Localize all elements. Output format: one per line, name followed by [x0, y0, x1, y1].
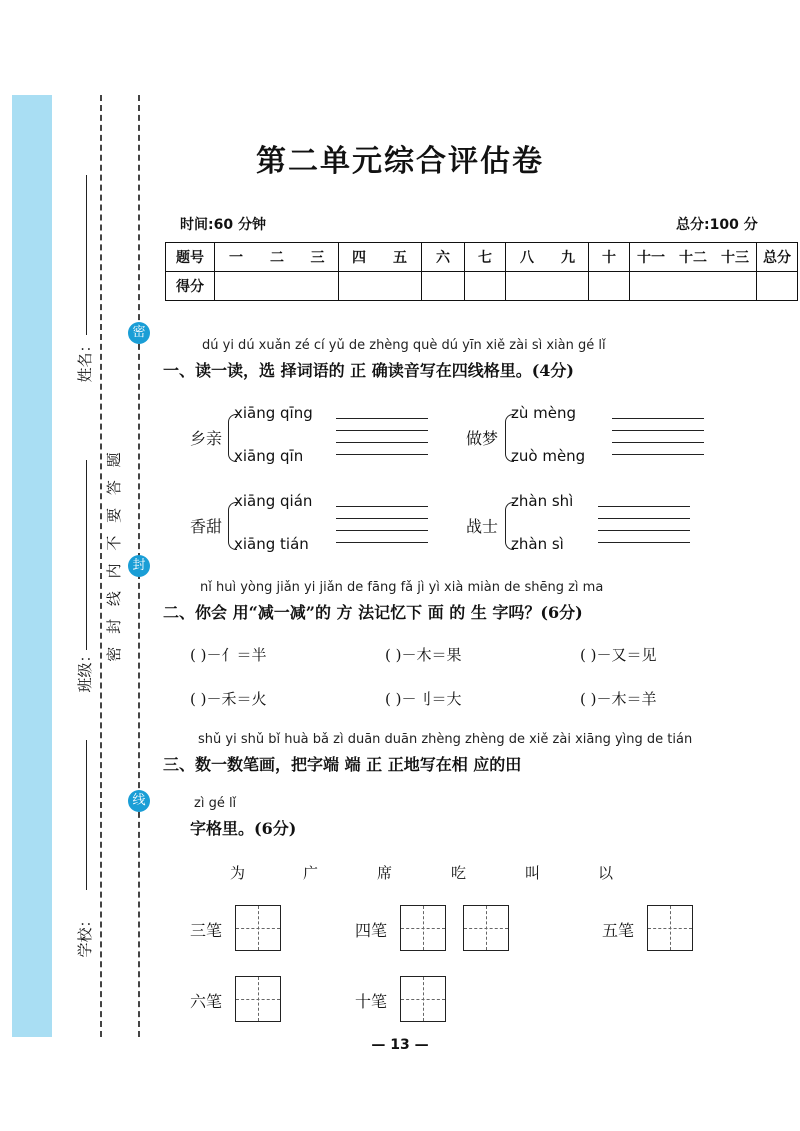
- tian-grid-box[interactable]: [235, 976, 281, 1022]
- table-col: 三: [297, 243, 339, 272]
- class-underline: [86, 460, 87, 650]
- stroke-count-label: 十笔: [355, 992, 388, 1011]
- seal-warning-text: 密 封 线 内 不 要 答 题: [105, 448, 123, 662]
- four-line-grid[interactable]: [612, 442, 704, 443]
- stroke-count-label: 四笔: [355, 921, 388, 940]
- four-line-grid[interactable]: [336, 442, 428, 443]
- q1-word: 香甜: [190, 517, 223, 536]
- q3-pinyin: shǔ yi shǔ bǐ huà bǎ zì duān duān zhèng zhèng de xiě zài xiāng yìng de tián: [198, 732, 693, 747]
- table-col: 一: [215, 243, 258, 272]
- seal-line-outer: [100, 95, 102, 1037]
- four-line-grid[interactable]: [598, 518, 690, 519]
- q1-title: 一、读一读，选 择词语的 正 确读音写在四线格里。(4分): [163, 361, 574, 380]
- stroke-count-label: 五笔: [602, 921, 635, 940]
- score-cell[interactable]: [630, 272, 757, 301]
- q1-word: 战士: [466, 517, 499, 536]
- binding-margin-band: [12, 95, 52, 1037]
- score-cell[interactable]: [589, 272, 630, 301]
- four-line-grid[interactable]: [336, 430, 428, 431]
- table-row-label: 题号: [166, 243, 215, 272]
- score-cell[interactable]: [339, 272, 422, 301]
- q3-char: 以: [598, 864, 614, 882]
- stroke-count-label: 三笔: [190, 921, 223, 940]
- q3-char: 席: [377, 864, 393, 882]
- time-limit: 时间:60 分钟: [180, 217, 266, 233]
- tian-grid-box[interactable]: [235, 905, 281, 951]
- total-score: 总分:100 分: [676, 217, 758, 233]
- table-col: 十: [589, 243, 630, 272]
- tian-grid-box[interactable]: [400, 905, 446, 951]
- q3-char: 吃: [451, 864, 467, 882]
- score-cell[interactable]: [757, 272, 798, 301]
- seal-mark-feng: 封: [128, 555, 150, 577]
- four-line-grid[interactable]: [336, 418, 428, 419]
- q1-option[interactable]: zù mèng: [511, 404, 577, 422]
- q2-equation[interactable]: ( )－木＝果: [385, 646, 462, 664]
- q1-word: 乡亲: [190, 429, 223, 448]
- table-col: 七: [465, 243, 506, 272]
- four-line-grid[interactable]: [336, 542, 428, 543]
- q1-option[interactable]: xiāng qián: [234, 492, 313, 510]
- page-number: — 13 —: [371, 1037, 429, 1053]
- q2-equation[interactable]: ( )－木＝羊: [580, 690, 657, 708]
- four-line-grid[interactable]: [336, 530, 428, 531]
- tian-grid-box[interactable]: [647, 905, 693, 951]
- seal-mark-xian: 线: [128, 790, 150, 812]
- four-line-grid[interactable]: [612, 430, 704, 431]
- four-line-grid[interactable]: [336, 506, 428, 507]
- class-label: 班级：: [76, 647, 94, 693]
- seal-mark-mi: 密: [128, 322, 150, 344]
- q1-option[interactable]: zhàn shì: [511, 492, 574, 510]
- table-col: 八: [506, 243, 549, 272]
- name-label: 姓名：: [76, 337, 94, 383]
- score-table-header-row: [166, 243, 798, 272]
- table-col: 二: [257, 243, 297, 272]
- four-line-grid[interactable]: [336, 454, 428, 455]
- q3-title-cont: 字格里。(6分): [190, 819, 297, 838]
- name-underline: [86, 175, 87, 335]
- q3-char: 广: [303, 864, 319, 882]
- table-col: 四: [339, 243, 380, 272]
- q1-option[interactable]: zuò mèng: [511, 447, 586, 465]
- table-col: 十一: [630, 243, 673, 272]
- four-line-grid[interactable]: [598, 542, 690, 543]
- table-col: 六: [422, 243, 465, 272]
- tian-grid-box[interactable]: [463, 905, 509, 951]
- q3-char: 为: [230, 864, 246, 882]
- q2-equation[interactable]: ( )－刂＝大: [385, 690, 462, 708]
- q1-option[interactable]: xiāng qīn: [234, 447, 304, 465]
- q3-title: 三、数一数笔画，把字端 端 正 正地写在相 应的田: [163, 755, 522, 774]
- q1-option[interactable]: xiāng qīng: [234, 404, 313, 422]
- q1-pinyin: dú yi dú xuǎn zé cí yǔ de zhèng què dú yīn xiě zài sì xiàn gé lǐ: [202, 338, 606, 353]
- table-col: 九: [548, 243, 589, 272]
- q1-option[interactable]: xiāng tián: [234, 535, 309, 553]
- tian-grid-box[interactable]: [400, 976, 446, 1022]
- score-table-score-row: [166, 272, 798, 301]
- score-cell[interactable]: [215, 272, 339, 301]
- q2-pinyin: nǐ huì yòng jiǎn yi jiǎn de fāng fǎ jì yì xià miàn de shēng zì ma: [200, 580, 604, 595]
- table-row-label: 得分: [166, 272, 215, 301]
- four-line-grid[interactable]: [612, 418, 704, 419]
- q2-title: 二、你会 用“减一减”的 方 法记忆下 面 的 生 字吗？(6分): [163, 603, 583, 622]
- score-cell[interactable]: [465, 272, 506, 301]
- score-cell[interactable]: [506, 272, 589, 301]
- q2-equation[interactable]: ( )－又＝见: [580, 646, 657, 664]
- table-col: 五: [379, 243, 422, 272]
- four-line-grid[interactable]: [612, 454, 704, 455]
- stroke-count-label: 六笔: [190, 992, 223, 1011]
- table-col: 十二: [672, 243, 714, 272]
- q1-option[interactable]: zhàn sì: [511, 535, 564, 553]
- score-table: [165, 242, 798, 301]
- q2-equation[interactable]: ( )－禾＝火: [190, 690, 267, 708]
- four-line-grid[interactable]: [598, 530, 690, 531]
- q2-equation[interactable]: ( )－亻＝半: [190, 646, 267, 664]
- four-line-grid[interactable]: [336, 518, 428, 519]
- q1-word: 做梦: [466, 429, 499, 448]
- four-line-grid[interactable]: [598, 506, 690, 507]
- score-cell[interactable]: [422, 272, 465, 301]
- q3-char: 叫: [525, 864, 541, 882]
- school-underline: [86, 740, 87, 890]
- table-col: 总分: [757, 243, 798, 272]
- q3-pinyin-cont: zì gé lǐ: [194, 796, 237, 811]
- table-col: 十三: [714, 243, 757, 272]
- page-title: 第二单元综合评估卷: [256, 144, 544, 179]
- school-label: 学校：: [76, 912, 94, 958]
